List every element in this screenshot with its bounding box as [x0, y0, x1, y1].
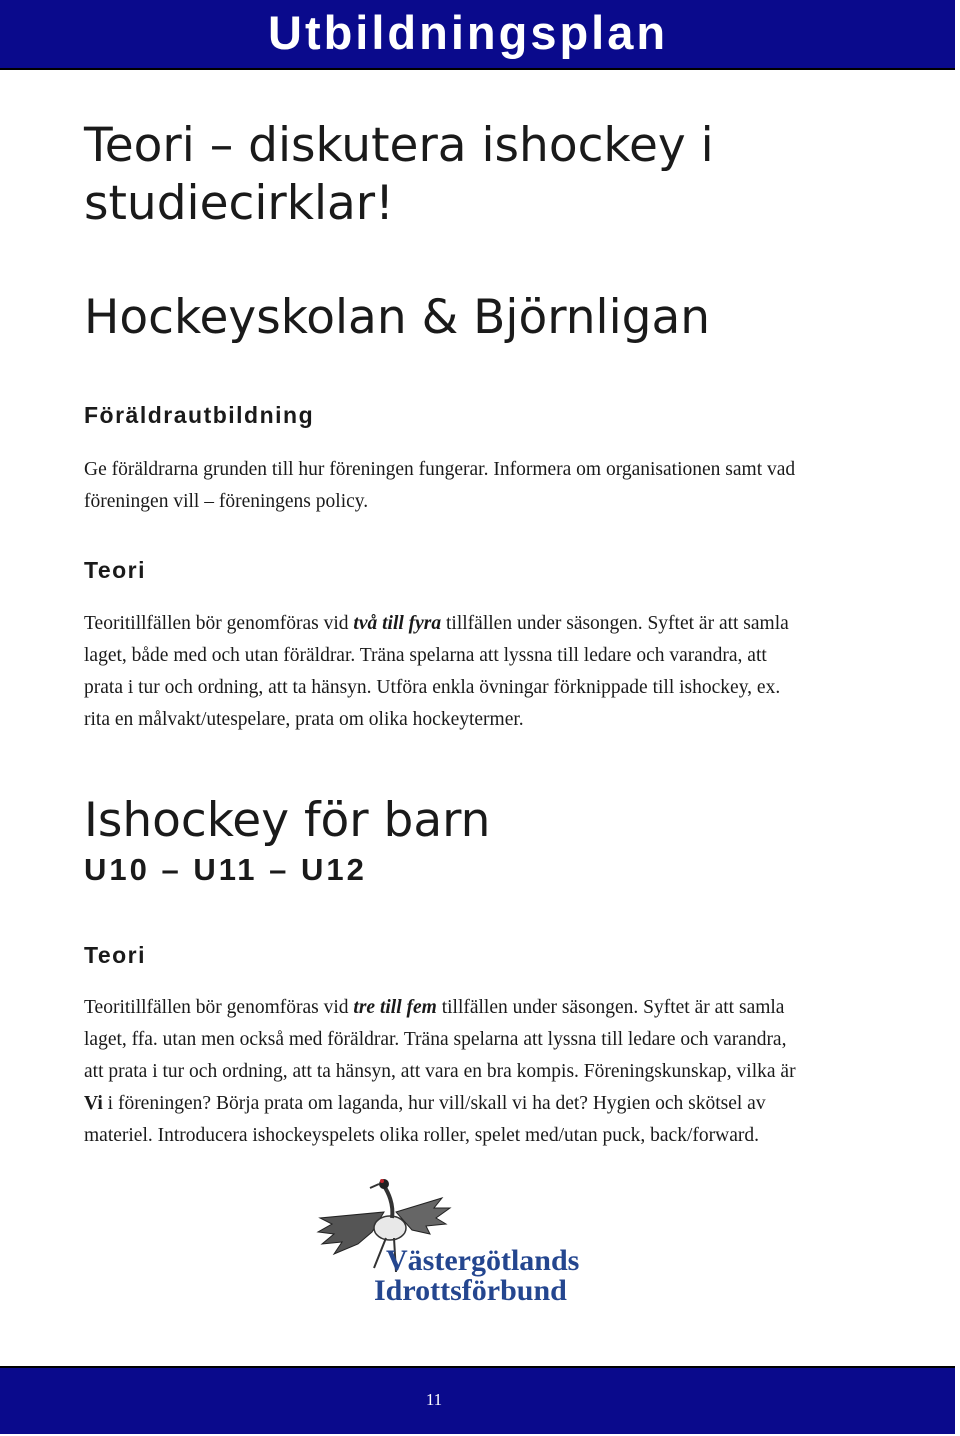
text-line: [84, 1088, 890, 1120]
parent-training-heading: Föräldrautbildning: [84, 402, 315, 428]
text-span: i föreningen? Börja prata om laganda, hur vill/skall vi ha det? Hygien och skötsel av: [102, 1093, 766, 1114]
text-line: rita en målvakt/utespelare, prata om olika hockeytermer.: [84, 709, 524, 730]
theory-heading-line1: Teori – diskutera ishockey i: [84, 118, 714, 173]
logo-wordmark-line1: Västergötlands: [386, 1244, 580, 1277]
page-number: 11: [425, 1390, 443, 1409]
text-line: föreningen vill – föreningens policy.: [84, 491, 369, 512]
header-title: Utbildningsplan: [268, 6, 669, 59]
section1-title: Hockeyskolan & Björnligan: [84, 290, 711, 345]
text-span: Teoritillfällen bör genomföras vid: [84, 613, 354, 634]
text-span: tillfällen under säsongen. Syftet är att samla: [436, 997, 785, 1018]
text-line: Ge föräldrarna grunden till hur föreningen fungerar. Informera om organisationen samt vad: [84, 459, 796, 480]
text-line: prata i tur och ordning, att ta hänsyn. Utföra enkla övningar förknippade till ishockey, ex.: [84, 677, 781, 698]
vastergotlands-idrottsforbund-logo: [312, 1168, 608, 1314]
text-line: laget, ffa. utan men också med föräldrar. Träna spelarna att lyssna till ledare och varandra,: [84, 1029, 787, 1050]
theory-heading-line2: studiecirklar!: [84, 176, 394, 231]
emphasis-text: tre till fem: [353, 997, 437, 1018]
bold-text: Vi: [84, 1093, 103, 1114]
text-line: laget, både med och utan föräldrar. Träna spelarna att lyssna till ledare och varandra, att: [84, 645, 767, 666]
text-line: [84, 608, 890, 640]
text-span: Teoritillfällen bör genomföras vid: [84, 997, 354, 1018]
crane-logo-icon: [312, 1168, 608, 1314]
section1-theory-text: [84, 608, 890, 736]
header-bar: [0, 0, 955, 70]
theory-heading: [84, 117, 714, 233]
text-span: tillfällen under säsongen. Syftet är att samla: [441, 613, 789, 634]
footer-bar: [0, 1366, 955, 1434]
age-groups-heading: U10 – U11 – U12: [84, 852, 367, 887]
section1-theory-heading: Teori: [84, 557, 147, 583]
section2-title: Ishockey för barn: [84, 793, 491, 848]
text-line: att prata i tur och ordning, att ta hänsyn, att vara en bra kompis. Föreningskunskap, vilka är: [84, 1061, 796, 1082]
parent-training-text: [84, 454, 890, 518]
section2-theory-heading: Teori: [84, 942, 147, 968]
text-line: [84, 992, 890, 1024]
logo-wordmark-line2: Idrottsförbund: [374, 1274, 567, 1307]
emphasis-text: två till fyra: [353, 613, 442, 634]
section2-theory-text: [84, 992, 890, 1152]
text-line: materiel. Introducera ishockeyspelets olika roller, spelet med/utan puck, back/forward.: [84, 1125, 759, 1146]
